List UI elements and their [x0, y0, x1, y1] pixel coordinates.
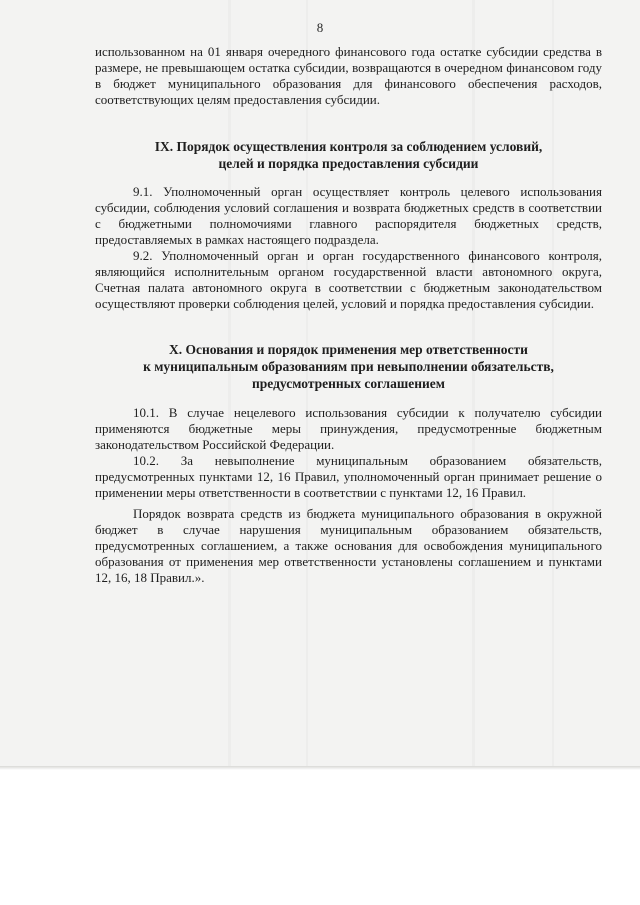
paragraph-10-2: 10.2. За невыполнение муниципальным образованием обязательств, предусмотренных пунктами 12, 16 Правил, уполномоченный орган принимает решение о применении меры ответственности в соответствии с пунктами 12, 16 Правил.	[95, 453, 602, 500]
section-9-title	[95, 138, 602, 172]
paragraph-9-1: 9.1. Уполномоченный орган осуществляет контроль целевого использования субсидии, соблюдения условий соглашения и возврата бюджетных средств в соответствии с бюджетными полномочиями главного распорядителя бюджетных средств, предоставляемых в рамках настоящего подраздела.	[95, 184, 602, 247]
section-10-title-line-2: к муниципальным образованиям при невыполнении обязательств,	[143, 359, 554, 374]
paragraph-10-1: 10.1. В случае нецелевого использования субсидии к получателю субсидии применяются бюджетные меры принуждения, предусмотренные бюджетным законодательством Российской Федерации.	[95, 405, 602, 452]
paragraph-10-3: Порядок возврата средств из бюджета муниципального образования в окружной бюджет в случае нарушения муниципальным образованием обязательств, предусмотренных соглашением, а также основания для освобождения муниципального образования от применения мер ответственности установлены соглашением и пунктами 12, 16, 18 Правил.».	[95, 506, 602, 585]
section-9-title-line-2: целей и порядка предоставления субсидии	[218, 156, 479, 171]
scan-bottom-edge	[0, 766, 640, 770]
paragraph-9-2: 9.2. Уполномоченный орган и орган государственного финансового контроля, являющийся исполнительным органом государственной власти автономного округа, Счетная палата автономного округа в соответствии с бюджетным законодательством осуществляют проверки соблюдения целей, условий и порядка предоставления субсидии.	[95, 248, 602, 311]
intro-paragraph: использованном на 01 января очередного финансового года остатке субсидии средства в размере, не превышающем остатка субсидии, возвращаются в очередном финансовом году в бюджет муниципального образования для финансового обеспечения расходов, соответствующих целям предоставления субсидии.	[95, 44, 602, 107]
section-10-title-line-3: предусмотренных соглашением	[251, 376, 445, 391]
page-number: 8	[316, 20, 324, 35]
section-9-title-line-1: IX. Порядок осуществления контроля за соблюдением условий,	[154, 139, 543, 154]
section-10-title-line-1: X. Основания и порядок применения мер ответственности	[169, 342, 528, 357]
section-10-title	[95, 341, 602, 392]
